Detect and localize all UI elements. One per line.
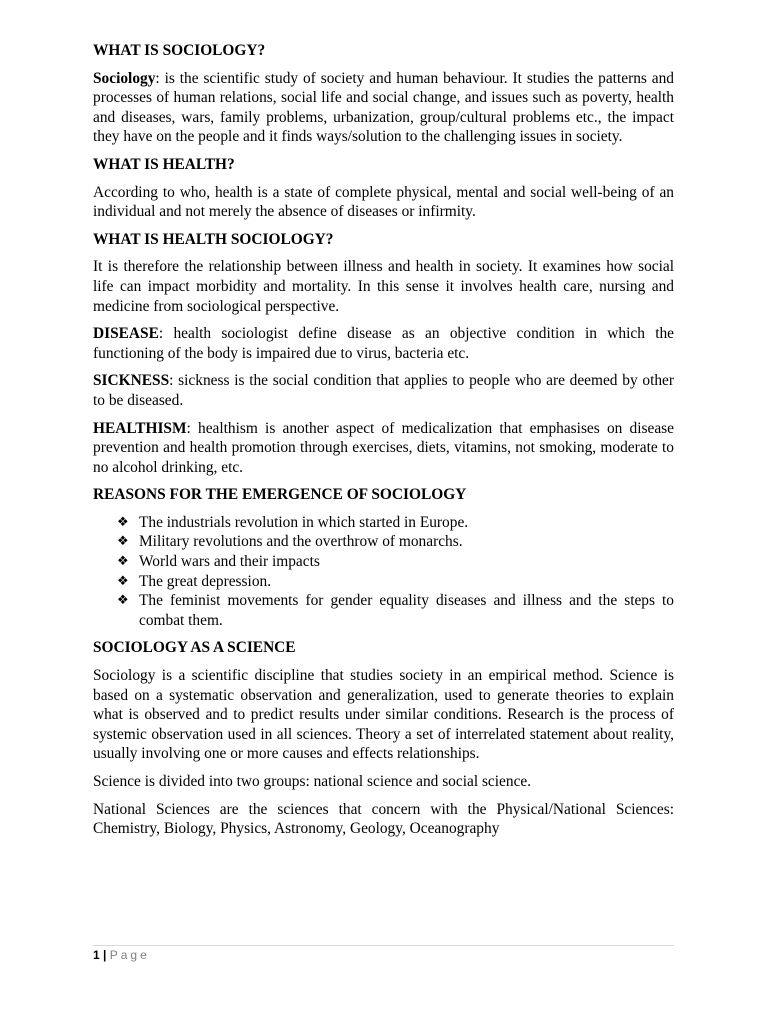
term-sociology: Sociology <box>93 69 156 87</box>
list-item-text: The industrials revolution in which started in Europe. <box>139 513 469 531</box>
paragraph-science-1: Sociology is a scientific discipline that studies society in an empirical method. Science is based on a systematic observation and generalization, used to generate theories to explain what is observed and to predict results under similar conditions. Research is the process of systemic observation used in all sciences. Theory a set of interrelated statement about reality, usually involving one or more causes and effects relationships. <box>93 667 674 763</box>
paragraph-healthism <box>93 419 674 478</box>
text-sociology-definition: : is the scientific study of society and human behaviour. It studies the patterns and processes of human relations, social life and social change, and issues such as poverty, health and diseases, wars, family problems, urbanization, group/cultural problems etc., the impact they have on the people and it finds ways/solution to the challenging issues in society. <box>93 69 674 146</box>
heading-reasons-emergence: REASONS FOR THE EMERGENCE OF SOCIOLOGY <box>93 486 467 504</box>
diamond-bullet-icon: ❖ <box>117 554 129 570</box>
reasons-list <box>93 513 674 631</box>
heading-what-is-health: WHAT IS HEALTH? <box>93 155 235 173</box>
footer-divider <box>93 945 674 946</box>
page-number: 1 <box>93 948 100 962</box>
paragraph-health-sociology: It is therefore the relationship between illness and health in society. It examines how social life can impact morbidity and mortality. In this sense it involves health care, nursing and medicine from sociological perspective. <box>93 258 674 315</box>
heading-what-is-sociology: WHAT IS SOCIOLOGY? <box>93 42 266 59</box>
paragraph-science-3: National Sciences are the sciences that concern with the Physical/National Sciences: Chemistry, Biology, Physics, Astronomy, Geology, Oceanography <box>93 800 674 838</box>
list-item <box>117 591 674 630</box>
paragraph-disease <box>93 324 674 363</box>
diamond-bullet-icon: ❖ <box>117 534 129 550</box>
list-item-text: The great depression. <box>139 572 272 590</box>
page-footer <box>93 948 150 962</box>
footer-separator: | <box>103 948 107 962</box>
term-healthism: HEALTHISM <box>93 419 187 437</box>
paragraph-health-definition: According to who, health is a state of complete physical, mental and social well-being of an individual and not merely the absence of diseases or infirmity. <box>93 183 674 221</box>
list-item-text: World wars and their impacts <box>139 553 320 571</box>
diamond-bullet-icon: ❖ <box>117 573 129 589</box>
term-disease: DISEASE <box>93 325 159 343</box>
text-healthism: : healthism is another aspect of medicalization that emphasises on disease prevention and health promotion through exercises, diets, vitamins, not smoking, moderate to no alcohol drinking, etc. <box>93 419 674 476</box>
paragraph-sickness <box>93 371 674 410</box>
paragraph-science-2: Science is divided into two groups: national science and social science. <box>93 773 532 790</box>
text-sickness: : sickness is the social condition that applies to people who are deemed by other to be diseased. <box>93 372 674 409</box>
diamond-bullet-icon: ❖ <box>117 514 129 530</box>
term-sickness: SICKNESS <box>93 372 170 390</box>
paragraph-sociology-definition <box>93 69 674 147</box>
list-item <box>117 552 674 572</box>
list-item <box>117 513 674 533</box>
text-disease: : health sociologist define disease as an objective condition in which the functioning of the body is impaired due to virus, bacteria etc. <box>93 325 674 362</box>
document-body <box>93 41 674 847</box>
heading-what-is-health-sociology: WHAT IS HEALTH SOCIOLOGY? <box>93 230 334 248</box>
list-item-text: The feminist movements for gender equality diseases and illness and the steps to combat them. <box>139 592 674 629</box>
heading-sociology-as-science: SOCIOLOGY AS A SCIENCE <box>93 639 296 657</box>
list-item-text: Military revolutions and the overthrow of monarchs. <box>139 533 463 551</box>
list-item <box>117 572 674 592</box>
page-label: Page <box>109 948 150 962</box>
list-item <box>117 532 674 552</box>
diamond-bullet-icon: ❖ <box>117 593 129 609</box>
